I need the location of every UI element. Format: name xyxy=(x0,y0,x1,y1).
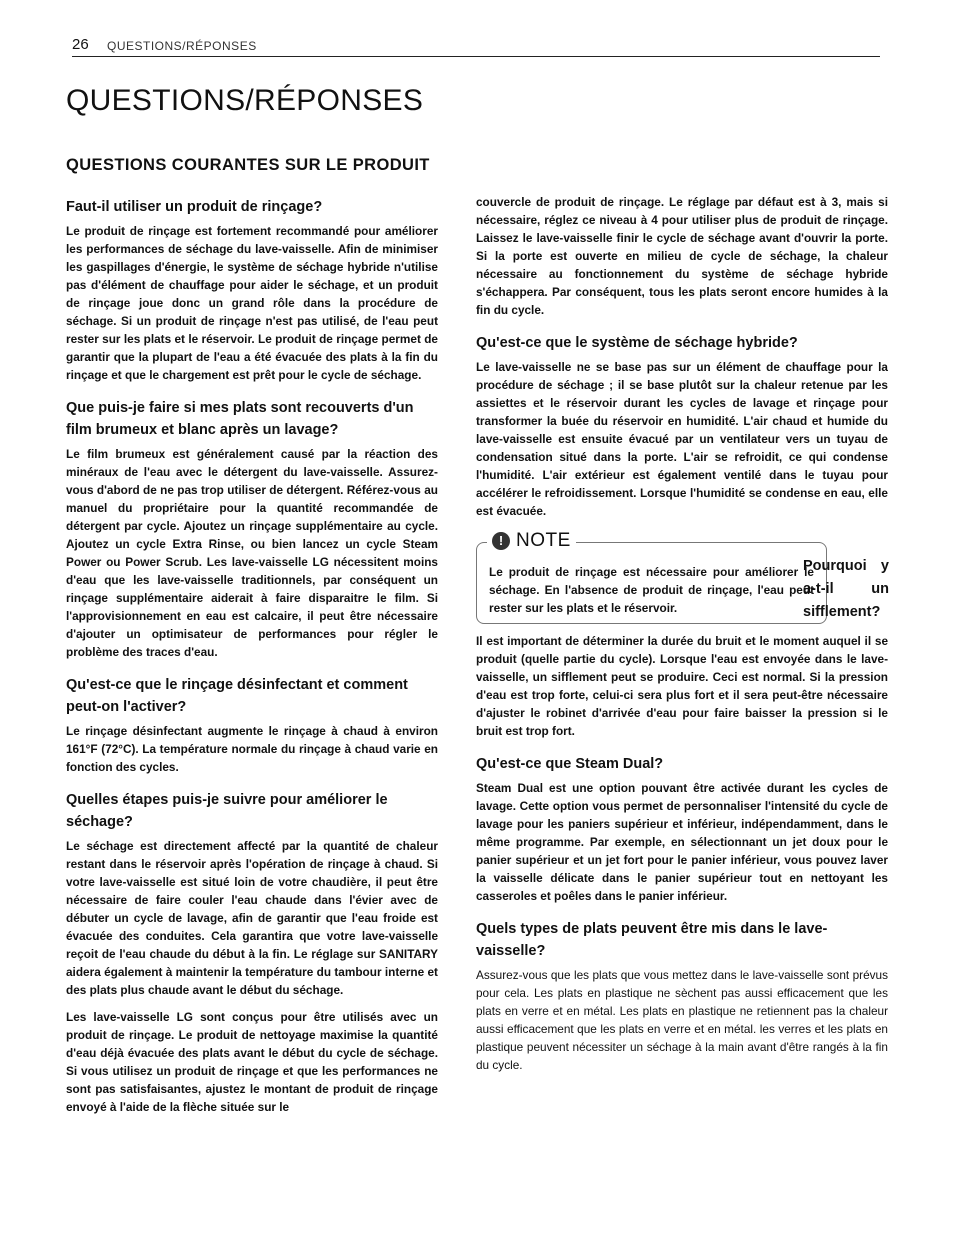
answer-sanitary-rinse: Le rinçage désinfectant augmente le rinçage à chaud à environ 161°F (72°C). La température normale du rinçage à chaud varie en fonction des cycles. xyxy=(66,724,438,774)
exclamation-icon: ! xyxy=(492,532,510,550)
page-header xyxy=(72,36,880,57)
answer-whistling: Il est important de déterminer la durée du bruit et le moment auquel il se produit (quelle partie du cycle). Lorsque l'eau est envoyée dans le lave-vaisselle, un sifflement peut se produire. Ceci est normal. Si la pression d'eau est trop forte, celui-ci sera plus fort et il sera peut-être nécessaire d'ajuster le robinet d'arrivée d'eau pour faire baisser la pression si le bruit est trop fort. xyxy=(476,634,888,738)
answer-dish-types: Assurez-vous que les plats que vous mettez dans le lave-vaisselle sont prévus pour cela. Les plats en plastique ne sèchent pas aussi efficacement que les plats en verre et en métal. Les plats en plastique ne retiennent pas la chaleur aussi efficacement que les plats en verre et en métal. les verres et les plats en plastique peuvent nécessiter un séchage à la main avant d'être rangés à la fin du cycle. xyxy=(476,968,888,1072)
question-dish-types: Quels types de plats peuvent être mis dans le lave-vaisselle? xyxy=(476,921,828,959)
page-title: QUESTIONS/RÉPONSES xyxy=(66,84,424,117)
question-steam-dual: Qu'est-ce que Steam Dual? xyxy=(476,756,664,772)
answer-hybrid-drying: Le lave-vaisselle ne se base pas sur un élément de chauffage pour la procédure de séchage ; il se base plutôt sur la chaleur retenue par les assiettes et le réservoir durant les cycles de lavage et rinçage pour transformer la buée du réservoir en humidité. L'air chaud et humide du lave-vaisselle est ensuite évacué par un ventilateur vers un tuyau de condensation situé dans la porte. L'air se refroidit, ce qui condense l'humidité. L'air extérieur est également ventilé dans le tuyau pour accélérer le refroidissement. Lorsque l'humidité se condense en eau, elle est évacuée. xyxy=(476,360,888,518)
question-whistling: Pourquoi y a-t-il un sifflement? xyxy=(803,558,889,620)
right-column xyxy=(476,193,888,1074)
question-cloudy-film: Que puis-je faire si mes plats sont recouverts d'un film brumeux et blanc après un lavage? xyxy=(66,400,414,438)
left-column xyxy=(66,196,438,1116)
answer-rinse-aid: Le produit de rinçage est fortement recommandé pour améliorer les performances de séchage du lave-vaisselle. Afin de minimiser les gaspillages d'énergie, le système de séchage hybride n'utilise pas d'élément de chauffage pour aider le séchage, et un produit de rinçage joue donc un grand rôle dans la procédure de séchage. Si un produit de rinçage n'est pas utilisé, de l'eau peut rester sur les plats et le réservoir. Le produit de rinçage permet de garantir que la plupart de l'eau a été évacuée des plats à la fin du rinçage et que le chargement est prêt pour le cycle de séchage. xyxy=(66,224,438,382)
question-hybrid-drying: Qu'est-ce que le système de séchage hybride? xyxy=(476,335,798,351)
header-title: QUESTIONS/RÉPONSES xyxy=(107,39,257,53)
note-label xyxy=(487,530,576,552)
note-text: Le produit de rinçage est nécessaire pour améliorer le séchage. En l'absence de produit de rinçage, l'eau peut rester sur les plats et le réservoir. xyxy=(489,565,814,615)
page-number: 26 xyxy=(72,36,89,53)
answer-steam-dual: Steam Dual est une option pouvant être activée durant les cycles de lavage. Cette option vous permet de personnaliser l'intensité du cycle de lavage pour les paniers supérieur et inférieur, indépendamment, dans le même programme. Par exemple, en sélectionnant un jet doux pour le panier supérieur et un jet fort pour le panier inférieur, vous pouvez laver la vaisselle délicate dans le panier supérieur tout en nettoyant les casseroles et poêles dans le panier inférieur. xyxy=(476,781,888,903)
answer-rinse-aid-amount: Les lave-vaisselle LG sont conçus pour être utilisés avec un produit de rinçage. Le produit de nettoyage maximise la quantité d'eau déjà évacuée des plats avant le début du cycle de séchage. Si vous utilisez un produit de rinçage et que les performances ne sont pas satisfaisantes, ajustez le montant de produit de rinçage envoyé à l'aide de la flèche située sur le xyxy=(66,1010,438,1114)
answer-rinse-aid-amount-continued: couvercle de produit de rinçage. Le réglage par défaut est à 3, mais si nécessaire, réglez ce niveau à 4 pour utiliser plus de produit de rinçage. Laissez le lave-vaisselle finir le cycle de séchage avant d'ouvrir la porte. Si la porte est ouverte en milieu de cycle de séchage, la chaleur nécessaire au fonctionnement du système de séchage hybride s'échappera. Par conséquent, tous les plats seront encore humides à la fin du cycle. xyxy=(476,195,888,317)
question-rinse-aid: Faut-il utiliser un produit de rinçage? xyxy=(66,199,323,215)
note-box xyxy=(476,530,827,624)
section-title: QUESTIONS COURANTES SUR LE PRODUIT xyxy=(66,156,430,174)
question-improve-drying: Quelles étapes puis-je suivre pour améliorer le séchage? xyxy=(66,792,388,830)
question-sanitary-rinse: Qu'est-ce que le rinçage désinfectant et comment peut-on l'activer? xyxy=(66,677,408,715)
note-title: NOTE xyxy=(516,530,571,551)
answer-improve-drying: Le séchage est directement affecté par la quantité de chaleur restant dans le réservoir après l'opération de rinçage à chaud. Si votre lave-vaisselle est situé loin de votre chaudière, il peut être nécessaire de faire couler l'eau chaude dans l'évier avec de débuter un cycle de lavage, afin de garantir que l'eau froide est évacuée des conduites. Cela garantira que votre lave-vaisselle reçoit de l'eau chaude du début à la fin. Le réglage sur SANITARY aidera également à maintenir la température du tambour interne et des plats plus chaude avant le début du séchage. xyxy=(66,839,438,997)
answer-cloudy-film: Le film brumeux est généralement causé par la réaction des minéraux de l'eau avec le détergent du lave-vaisselle. Assurez-vous d'abord de ne pas trop utiliser de détergent. Référez-vous au manuel du propriétaire pour la quantité recommandée de détergent par cycle. Ajoutez un rinçage supplémentaire au cycle. Ajoutez un cycle Extra Rinse, ou bien lancez un cycle Steam Power ou Power Scrub. Les lave-vaisselle LG nécessitent moins d'eau que les lave-vaisselle traditionnels, par conséquent un rinçage supplémentaire aiderait à faire disparaitre le film. Si l'approvisionnement en eau est calcaire, il peut être nécessaire d'ajouter un optimisateur de performances pour régler le problème des traces d'eau. xyxy=(66,447,438,659)
